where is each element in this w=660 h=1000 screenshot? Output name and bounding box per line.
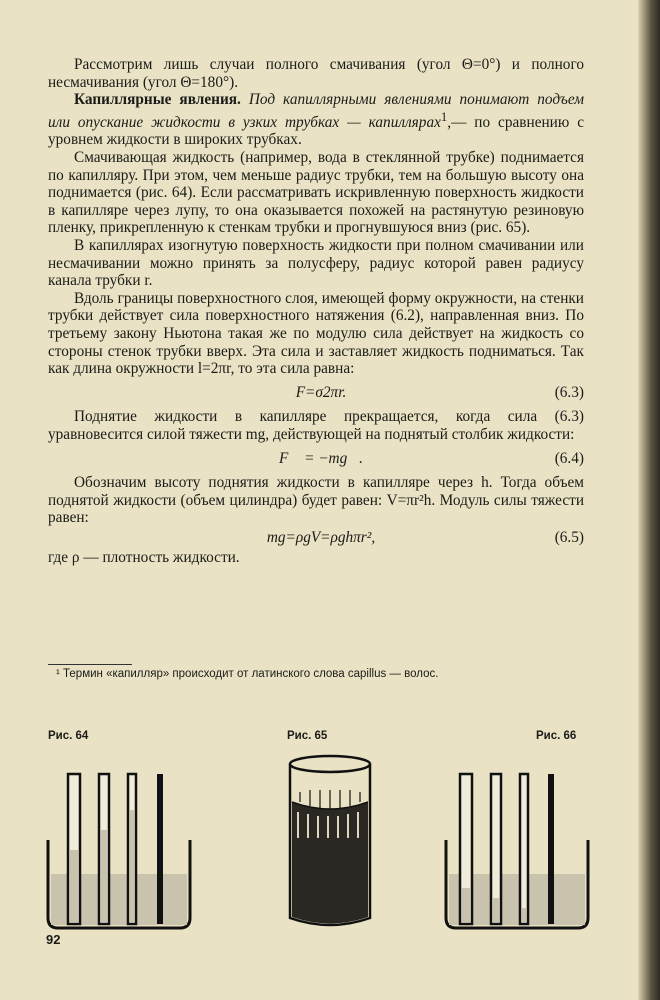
definition-text: Под капиллярными явлениями понимают подъем или опускание жидкости в узких трубках — капиллярах bbox=[48, 91, 585, 131]
equation-number: (6.4) bbox=[554, 449, 584, 467]
definition-tail: ,— по сравнению с уровнем жидкости в широких трубках. bbox=[48, 113, 584, 149]
paragraph-7: Обозначим высоту поднятия жидкости в капилляре через h. Тогда объем поднятой жидкости (объем цилиндра) будет равен: V=πr²h. Модуль силы тяжести равен: bbox=[48, 474, 584, 527]
paragraph-5: Вдоль границы поверхностного слоя, имеющей форму окружности, на стенки трубки действует сила поверхностного натяжения (6.2), направленная вниз. По третьему закону Ньютона такая же по модулю сила действует на жидкость со стороны стенок трубки вверх. Эта сила и заставляет жидкость подниматься. Так как длина окружности l=2πr, то эта сила равна: bbox=[48, 289, 584, 378]
paragraph-4: В капиллярах изогнутую поверхность жидкости при полном смачивании или несмачивании можно принять за полусферу, радиус которой равен радиусу канала трубки r. bbox=[48, 237, 584, 290]
figure-66-capillary-depression bbox=[442, 770, 592, 932]
equation-number: (6.3) bbox=[554, 383, 584, 401]
figure-64-capillary-rise bbox=[44, 770, 194, 932]
equation-number: (6.5) bbox=[554, 528, 584, 546]
figure-65-meniscus bbox=[282, 752, 378, 934]
footnote-marker: 1 bbox=[440, 109, 448, 124]
main-text bbox=[48, 56, 584, 566]
equation-formula: mg=ρgV=ρghπr², bbox=[266, 528, 376, 546]
figure-64-caption: Рис. 64 bbox=[48, 730, 89, 742]
paragraph-1: Рассмотрим лишь случаи полного смачивания (угол Θ=0°) и полного несмачивания (угол Θ=180°). bbox=[48, 56, 584, 91]
equation-6-4 bbox=[48, 450, 584, 468]
paragraph-8: где ρ — плотность жидкости. bbox=[48, 548, 240, 566]
paragraph-6: Поднятие жидкости в капилляре прекращается, когда сила (6.3) уравновесится силой тяжести mg, действующей на поднятый столбик жидкости: bbox=[48, 408, 584, 443]
figure-65-caption: Рис. 65 bbox=[287, 730, 328, 742]
footnote-divider bbox=[48, 664, 132, 665]
equation-6-3 bbox=[48, 384, 584, 402]
page-number: 92 bbox=[46, 932, 61, 947]
figure-66-caption: Рис. 66 bbox=[536, 730, 577, 742]
paragraph-2 bbox=[48, 91, 584, 149]
page-binding-shadow bbox=[638, 0, 660, 1000]
equation-formula: F=σ2πr. bbox=[295, 383, 347, 401]
section-heading: Капиллярные явления. bbox=[74, 91, 241, 109]
equation-6-5 bbox=[48, 529, 584, 547]
paragraph-3: Смачивающая жидкость (например, вода в стеклянной трубке) поднимается по капилляру. При этом, чем меньше радиус трубки, тем на большую высоту она поднимается (рис. 64). Если рассматривать искривленную поверхность жидкости в капилляре через лупу, то она оказывается похожей на растянутую резиновую пленку, прикрепленную к стенкам трубки и прогнувшуюся вниз (рис. 65). bbox=[48, 149, 584, 237]
footnote: ¹ Термин «капилляр» происходит от латинского слова capillus — волос. bbox=[56, 668, 439, 680]
equation-formula: F⃗ = −mg⃗. bbox=[279, 449, 363, 467]
